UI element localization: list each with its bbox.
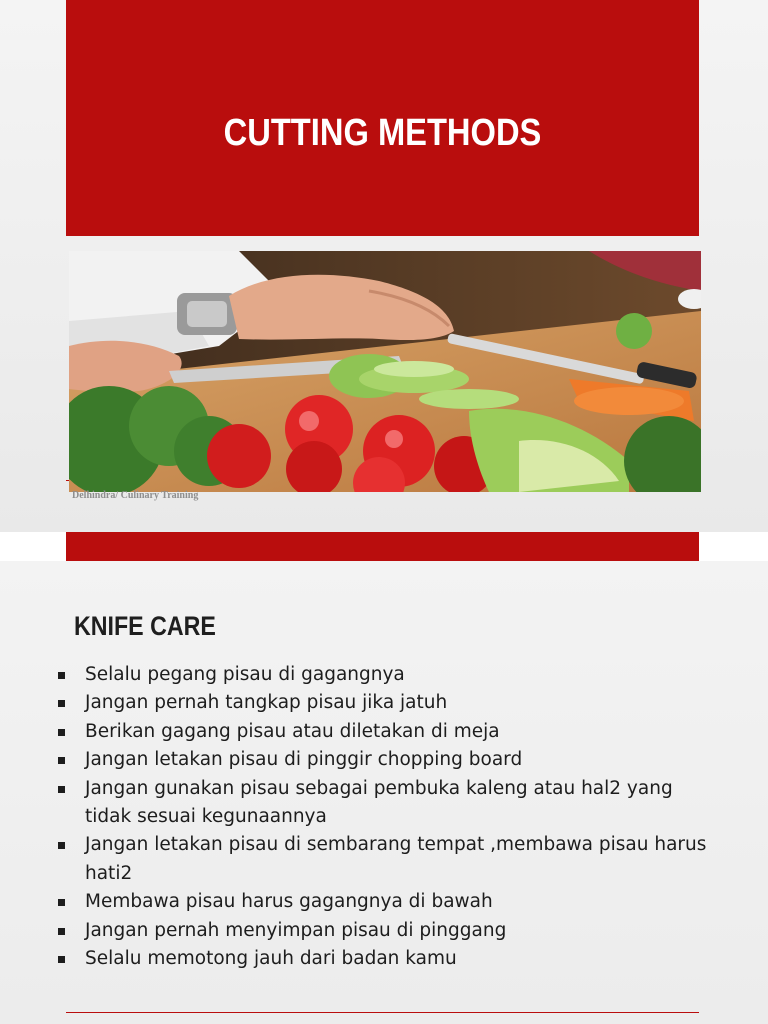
list-item: Jangan letakan pisau di pinggir chopping board <box>58 746 708 774</box>
square-bullet-icon <box>58 700 65 707</box>
title-banner <box>66 0 699 236</box>
list-item: Jangan pernah menyimpan pisau di pinggang <box>58 917 708 945</box>
square-bullet-icon <box>58 842 65 849</box>
section-title: KNIFE CARE <box>74 611 216 641</box>
footer-divider <box>66 1012 699 1013</box>
square-bullet-icon <box>58 672 65 679</box>
slide-title: CUTTING METHODS <box>223 112 542 154</box>
cooking-photo-icon <box>69 251 701 492</box>
slide-footer: Delhindra/ Culinary Training <box>72 490 199 501</box>
square-bullet-icon <box>58 729 65 736</box>
slide-knife-care <box>0 561 768 1024</box>
list-item: Membawa pisau harus gagangnya di bawah <box>58 888 708 916</box>
list-item: Jangan pernah tangkap pisau jika jatuh <box>58 689 708 717</box>
square-bullet-icon <box>58 956 65 963</box>
square-bullet-icon <box>58 928 65 935</box>
list-item: Jangan letakan pisau di sembarang tempat ,membawa pisau harus hati2 <box>58 831 708 888</box>
square-bullet-icon <box>58 757 65 764</box>
footer-divider <box>66 480 69 481</box>
square-bullet-icon <box>58 786 65 793</box>
list-item: Selalu memotong jauh dari badan kamu <box>58 945 708 973</box>
list-item: Jangan gunakan pisau sebagai pembuka kaleng atau hal2 yang tidak sesuai kegunaannya <box>58 775 708 832</box>
square-bullet-icon <box>58 899 65 906</box>
list-item: Selalu pegang pisau di gagangnya <box>58 661 708 689</box>
red-separator-band <box>66 532 699 561</box>
bullet-list <box>58 661 708 973</box>
list-item: Berikan gagang pisau atau diletakan di meja <box>58 718 708 746</box>
